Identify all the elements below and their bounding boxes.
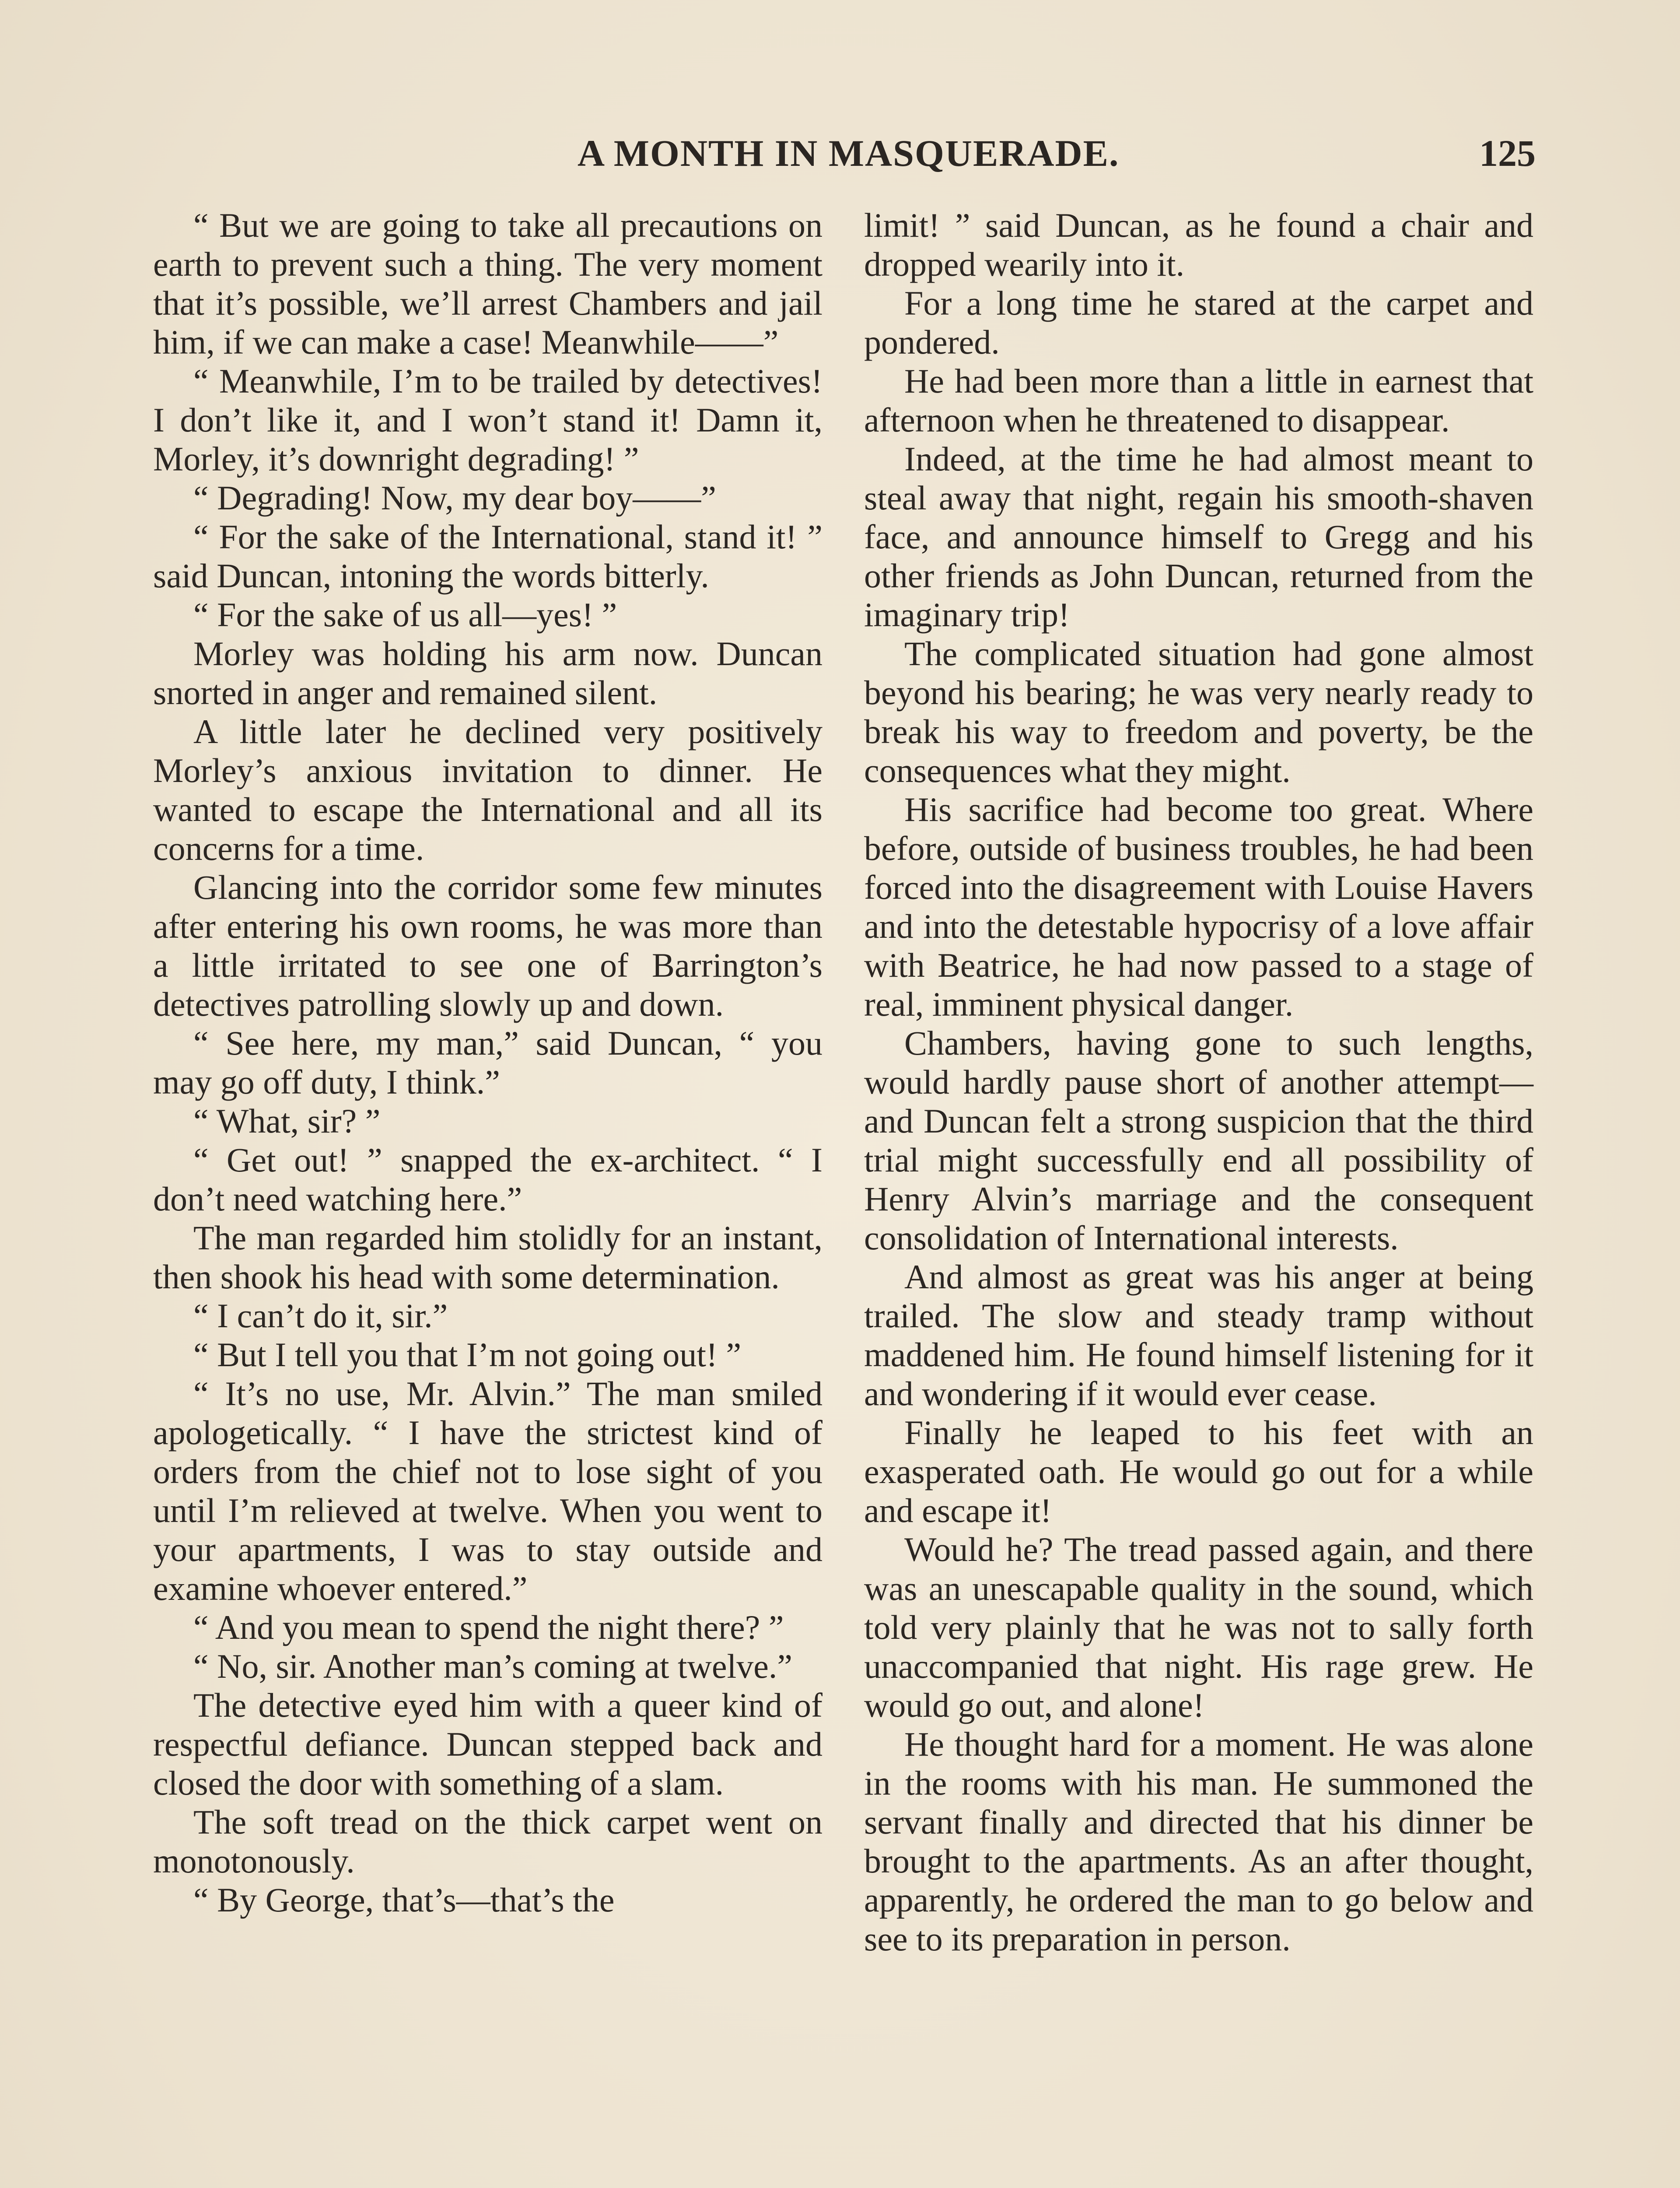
paragraph: He had been more than a little in earnest that afternoon when he threatened to disappear. — [864, 362, 1533, 439]
paragraph: For a long time he stared at the carpet and pondered. — [864, 284, 1533, 361]
paragraph: A little later he declined very positively Morley’s anxious invitation to dinner. He wanted to escape the International and all its concerns for a time. — [153, 712, 822, 867]
paragraph: Indeed, at the time he had almost meant to steal away that night, regain his smooth-shaven face, and announce himself to Gregg and his other friends as John Duncan, returned from the imaginary trip! — [864, 440, 1533, 634]
paragraph: The detective eyed him with a queer kind of respectful defiance. Duncan stepped back and closed the door with something of a slam. — [153, 1686, 822, 1802]
paragraph: The soft tread on the thick carpet went on monotonously. — [153, 1803, 822, 1880]
paragraph: Chambers, having gone to such lengths, would hardly pause short of another attempt—and Duncan felt a strong suspicion that the third trial might successfully end all possibility of Henry Alvin’s marriage and the consequent consolidation of International interests. — [864, 1024, 1533, 1257]
left-column — [153, 206, 822, 1919]
paragraph: “ For the sake of the International, stand it! ” said Duncan, intoning the words bitterly. — [153, 518, 822, 595]
paragraph: “ Get out! ” snapped the ex-architect. “ I don’t need watching here.” — [153, 1141, 822, 1218]
paragraph: “ What, sir? ” — [193, 1102, 381, 1140]
running-title: A MONTH IN MASQUERADE. — [578, 132, 1120, 174]
paragraph: “ It’s no use, Mr. Alvin.” The man smiled apologetically. “ I have the strictest kind of orders from the chief not to lose sight of you until I’m relieved at twelve. When you went to your apartments, I was to stay outside and examine whoever entered.” — [153, 1375, 822, 1607]
paragraph: Glancing into the corridor some few minutes after entering his own rooms, he was more than a little irritated to see one of Barrington’s detectives patrolling slowly up and down. — [153, 868, 822, 1023]
paragraph: Finally he leaped to his feet with an exasperated oath. He would go out for a while and escape it! — [864, 1413, 1533, 1529]
paragraph: The man regarded him stolidly for an instant, then shook his head with some determination. — [153, 1219, 822, 1296]
paragraph-continued: limit! ” said Duncan, as he found a chair and dropped wearily into it. — [864, 206, 1533, 283]
paragraph: “ Meanwhile, I’m to be trailed by detectives! I don’t like it, and I won’t stand it! Damn it, Morley, it’s downright degrading! ” — [153, 362, 822, 478]
paragraph: “ And you mean to spend the night there? ” — [193, 1608, 784, 1646]
paragraph: He thought hard for a moment. He was alone in the rooms with his man. He summoned the servant finally and directed that his dinner be brought to the apartments. As an after thought, apparently, he ordered the man to go below and see to its preparation in person. — [864, 1725, 1533, 1958]
paragraph: Morley was holding his arm now. Duncan snorted in anger and remained silent. — [153, 635, 822, 712]
right-column — [864, 206, 1533, 1958]
paragraph: Would he? The tread passed again, and there was an unescapable quality in the sound, which told very plainly that he was not to sally forth unaccompanied that night. His rage grew. He would go out, and alone! — [864, 1530, 1533, 1724]
paragraph: His sacrifice had become too great. Where before, outside of business troubles, he had been forced into the disagreement with Louise Havers and into the detestable hypocrisy of a love affair with Beatrice, he had now passed to a stage of real, imminent physical danger. — [864, 790, 1533, 1023]
paragraph: And almost as great was his anger at being trailed. The slow and steady tramp without maddened him. He found himself listening for it and wondering if it would ever cease. — [864, 1258, 1533, 1413]
paragraph: “ For the sake of us all—yes! ” — [193, 596, 617, 634]
paragraph: The complicated situation had gone almost beyond his bearing; he was very nearly ready to break his way to freedom and poverty, be the consequences what they might. — [864, 635, 1533, 789]
paragraph: “ I can’t do it, sir.” — [193, 1297, 448, 1335]
paragraph: “ But we are going to take all precautions on earth to prevent such a thing. The very moment that it’s possible, we’ll arrest Chambers and jail him, if we can make a case! Meanwhile——” — [153, 206, 822, 361]
paragraph: “ No, sir. Another man’s coming at twelve.” — [193, 1647, 793, 1685]
paragraph: “ By George, that’s—that’s the — [193, 1881, 615, 1919]
page-number: 125 — [1479, 132, 1536, 174]
paragraph: “ Degrading! Now, my dear boy——” — [193, 479, 716, 517]
running-head — [153, 131, 1536, 179]
paragraph: “ But I tell you that I’m not going out! ” — [193, 1336, 742, 1374]
paragraph: “ See here, my man,” said Duncan, “ you may go off duty, I think.” — [153, 1024, 822, 1101]
